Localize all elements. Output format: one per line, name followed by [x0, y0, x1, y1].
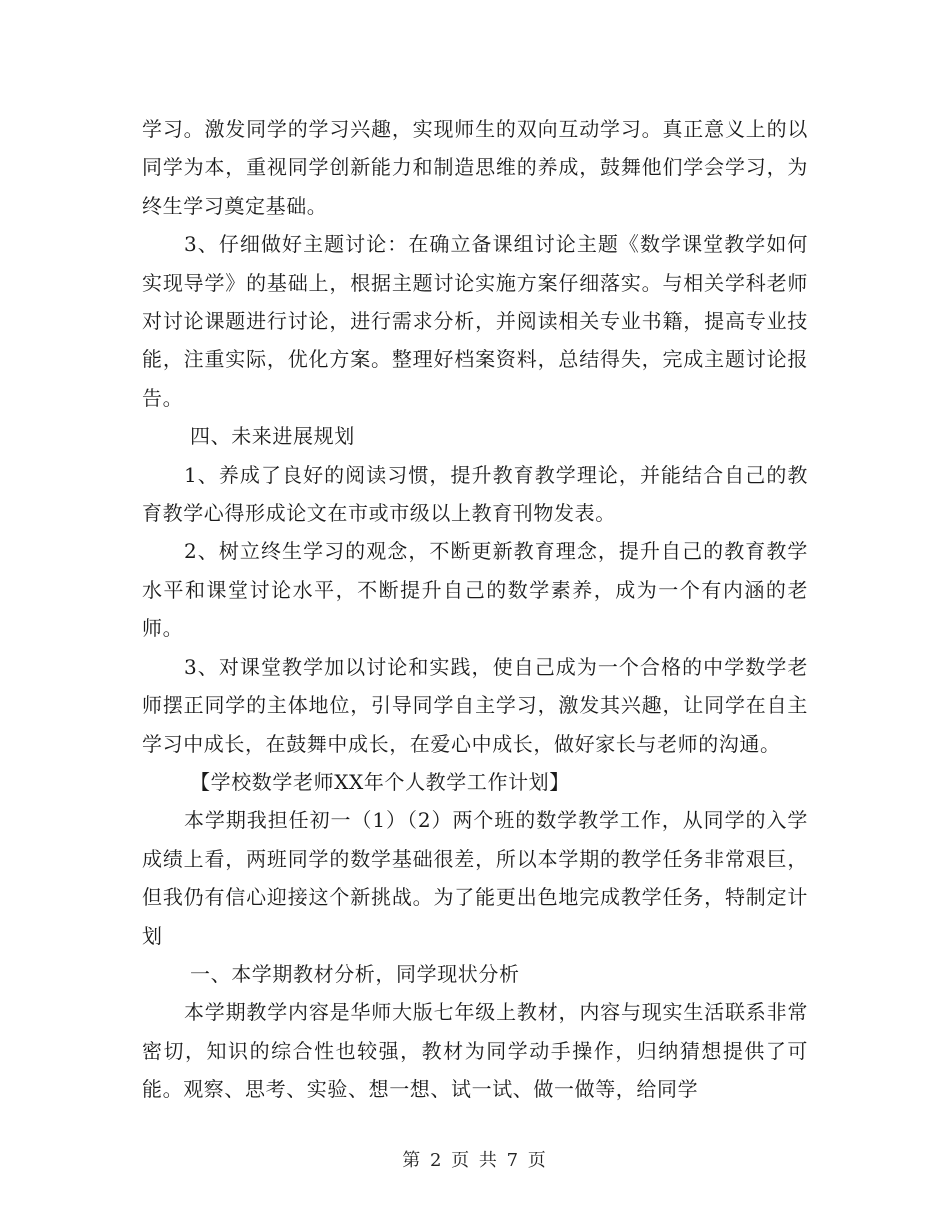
section-heading-future-plan: 四、未来进展规划 — [190, 424, 355, 449]
page-number-footer: 第 2 页 共 7 页 — [402, 1150, 548, 1171]
paragraph-plan-item-3: 3、对课堂教学加以讨论和实践，使自己成为一个合格的中学数学老师摆正同学的主体地位，引导同学自主学习，激发其兴趣，让同学在自主学习中成长，在鼓舞中成长，在爱心中成长，做好家长与老师的沟通。 — [142, 654, 808, 756]
section-heading-work-plan: 【学校数学老师XX年个人教学工作计划】 — [190, 769, 570, 794]
section-heading-analysis: 一、本学期教材分析，同学现状分析 — [190, 961, 520, 986]
paragraph-plan-item-2: 2、树立终生学习的观念，不断更新教育理念，提升自己的教育教学水平和课堂讨论水平，不断提升自己的数学素养，成为一个有内涵的老师。 — [142, 539, 808, 641]
paragraph-topic-discussion: 3、仔细做好主题讨论：在确立备课组讨论主题《数学课堂教学如何实现导学》的基础上，根据主题讨论实施方案仔细落实。与相关学科老师对讨论课题进行讨论，进行需求分析，并阅读相关专业书籍，提高专业技能，注重实际，优化方案。整理好档案资料，总结得失，完成主题讨论报告。 — [142, 232, 808, 410]
document-body — [142, 110, 808, 1109]
paragraph-continuation: 学习。激发同学的学习兴趣，实现师生的双向互动学习。真正意义上的以同学为本，重视同学创新能力和制造思维的养成，鼓舞他们学会学习，为终生学习奠定基础。 — [142, 117, 808, 218]
paragraph-textbook-analysis: 本学期教学内容是华师大版七年级上教材，内容与现实生活联系非常密切，知识的综合性也较强，教材为同学动手操作，归纳猜想提供了可能。观察、思考、实验、想一想、试一试、做一做等，给同学 — [142, 1000, 808, 1102]
paragraph-intro: 本学期我担任初一（1）（2）两个班的数学教学工作，从同学的入学成绩上看，两班同学的数学基础很差，所以本学期的教学任务非常艰巨，但我仍有信心迎接这个新挑战。为了能更出色地完成教学任务，特制定计划 — [142, 808, 808, 948]
paragraph-plan-item-1: 1、养成了良好的阅读习惯，提升教育教学理论，并能结合自己的教育教学心得形成论文在市或市级以上教育刊物发表。 — [142, 462, 808, 526]
